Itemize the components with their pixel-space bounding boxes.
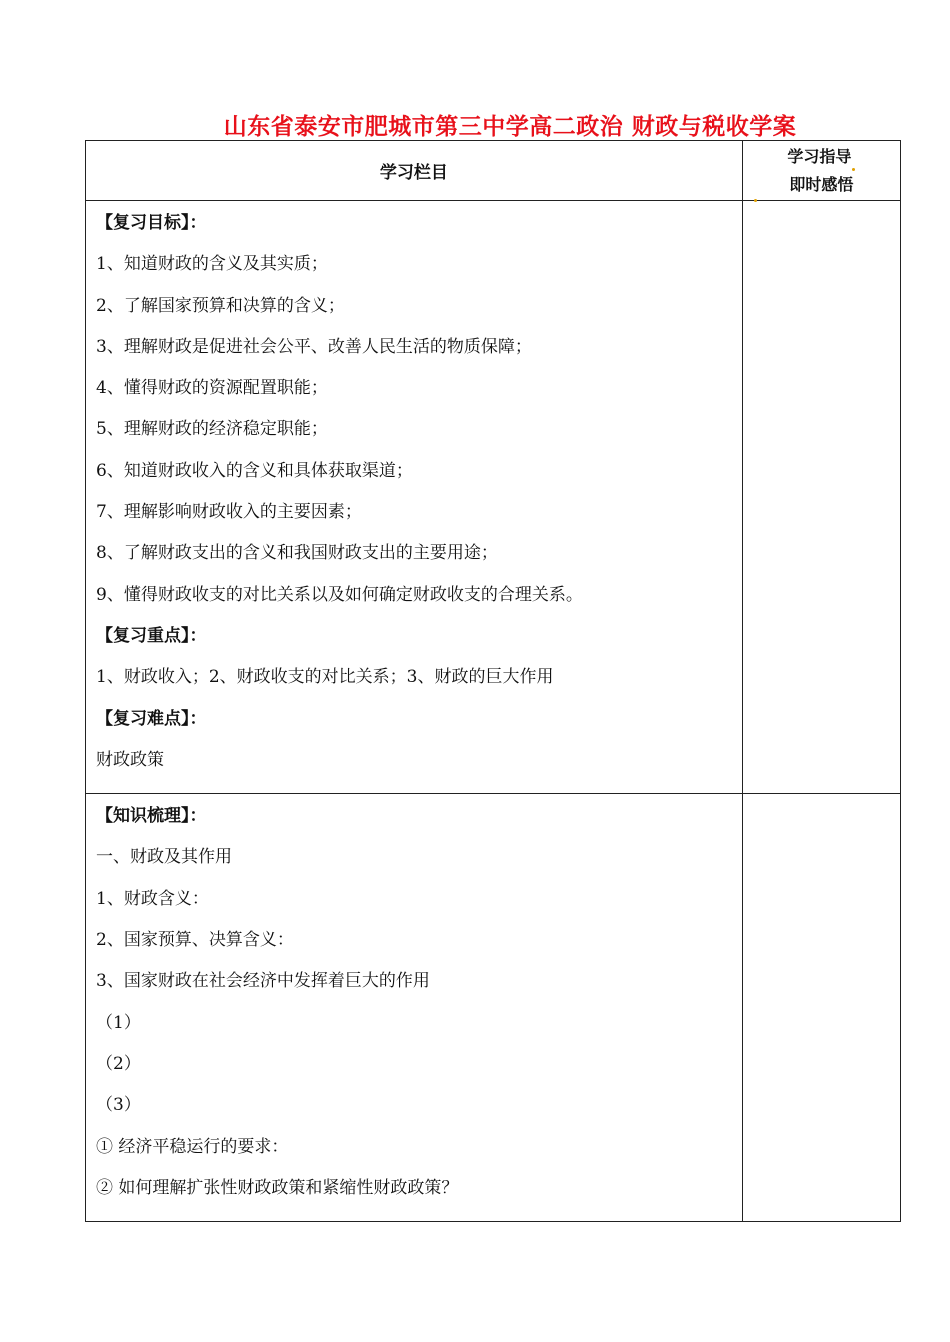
document-title: 山东省泰安市肥城市第三中学高二政治 财政与税收学案 — [223, 114, 797, 140]
knowledge-line: （2） — [96, 1053, 141, 1074]
key-points-text: 1、财政收入；2、财政收支的对比关系；3、财政的巨大作用 — [96, 667, 554, 688]
key-points-heading: 【复习重点】： — [96, 625, 207, 646]
difficulty-text: 财政政策 — [96, 749, 164, 770]
objective-item: 1、知道财政的含义及其实质； — [96, 254, 328, 275]
side-notes-cell — [742, 794, 900, 1222]
objective-item: 9、懂得财政收支的对比关系以及如何确定财政收支的合理关系。 — [96, 584, 583, 605]
knowledge-line: （1） — [96, 1012, 141, 1033]
knowledge-heading: 【知识梳理】： — [96, 806, 207, 827]
knowledge-line: ① 经济平稳运行的要求： — [96, 1136, 289, 1157]
objective-item: 3、理解财政是促进社会公平、改善人民生活的物质保障； — [96, 336, 532, 357]
objective-item: 4、懂得财政的资源配置职能； — [96, 378, 328, 399]
side-header-line2: 即时感悟 — [789, 175, 854, 194]
knowledge-line: 2、国家预算、决算含义： — [96, 930, 294, 951]
knowledge-section-cell — [86, 794, 743, 1222]
column-header-main: 学习栏目 — [86, 141, 743, 201]
knowledge-line: 1、财政含义： — [96, 888, 209, 909]
study-table — [85, 140, 901, 1222]
objectives-heading: 【复习目标】： — [96, 213, 207, 233]
objective-item: 2、了解国家预算和决算的含义； — [96, 295, 345, 316]
side-notes-cell — [742, 201, 900, 794]
orange-dot-mark — [754, 199, 757, 202]
side-header-line1: 学习指导 — [787, 147, 852, 166]
table-row — [86, 201, 901, 794]
objective-item: 7、理解影响财政收入的主要因素； — [96, 502, 362, 523]
review-section-cell — [86, 201, 743, 794]
knowledge-line: ② 如何理解扩张性财政政策和紧缩性财政政策？ — [96, 1177, 459, 1198]
difficulty-heading: 【复习难点】： — [96, 708, 207, 729]
objective-item: 8、了解财政支出的含义和我国财政支出的主要用途； — [96, 543, 498, 564]
knowledge-line: 一、财政及其作用 — [96, 847, 232, 868]
objective-item: 6、知道财政收入的含义和具体获取渠道； — [96, 460, 413, 481]
table-row — [86, 794, 901, 1222]
knowledge-line: 3、国家财政在社会经济中发挥着巨大的作用 — [96, 971, 430, 992]
column-header-side — [742, 141, 900, 201]
table-header-row — [86, 141, 901, 201]
knowledge-line: （3） — [96, 1095, 141, 1116]
objective-item: 5、理解财政的经济稳定职能； — [96, 419, 328, 440]
